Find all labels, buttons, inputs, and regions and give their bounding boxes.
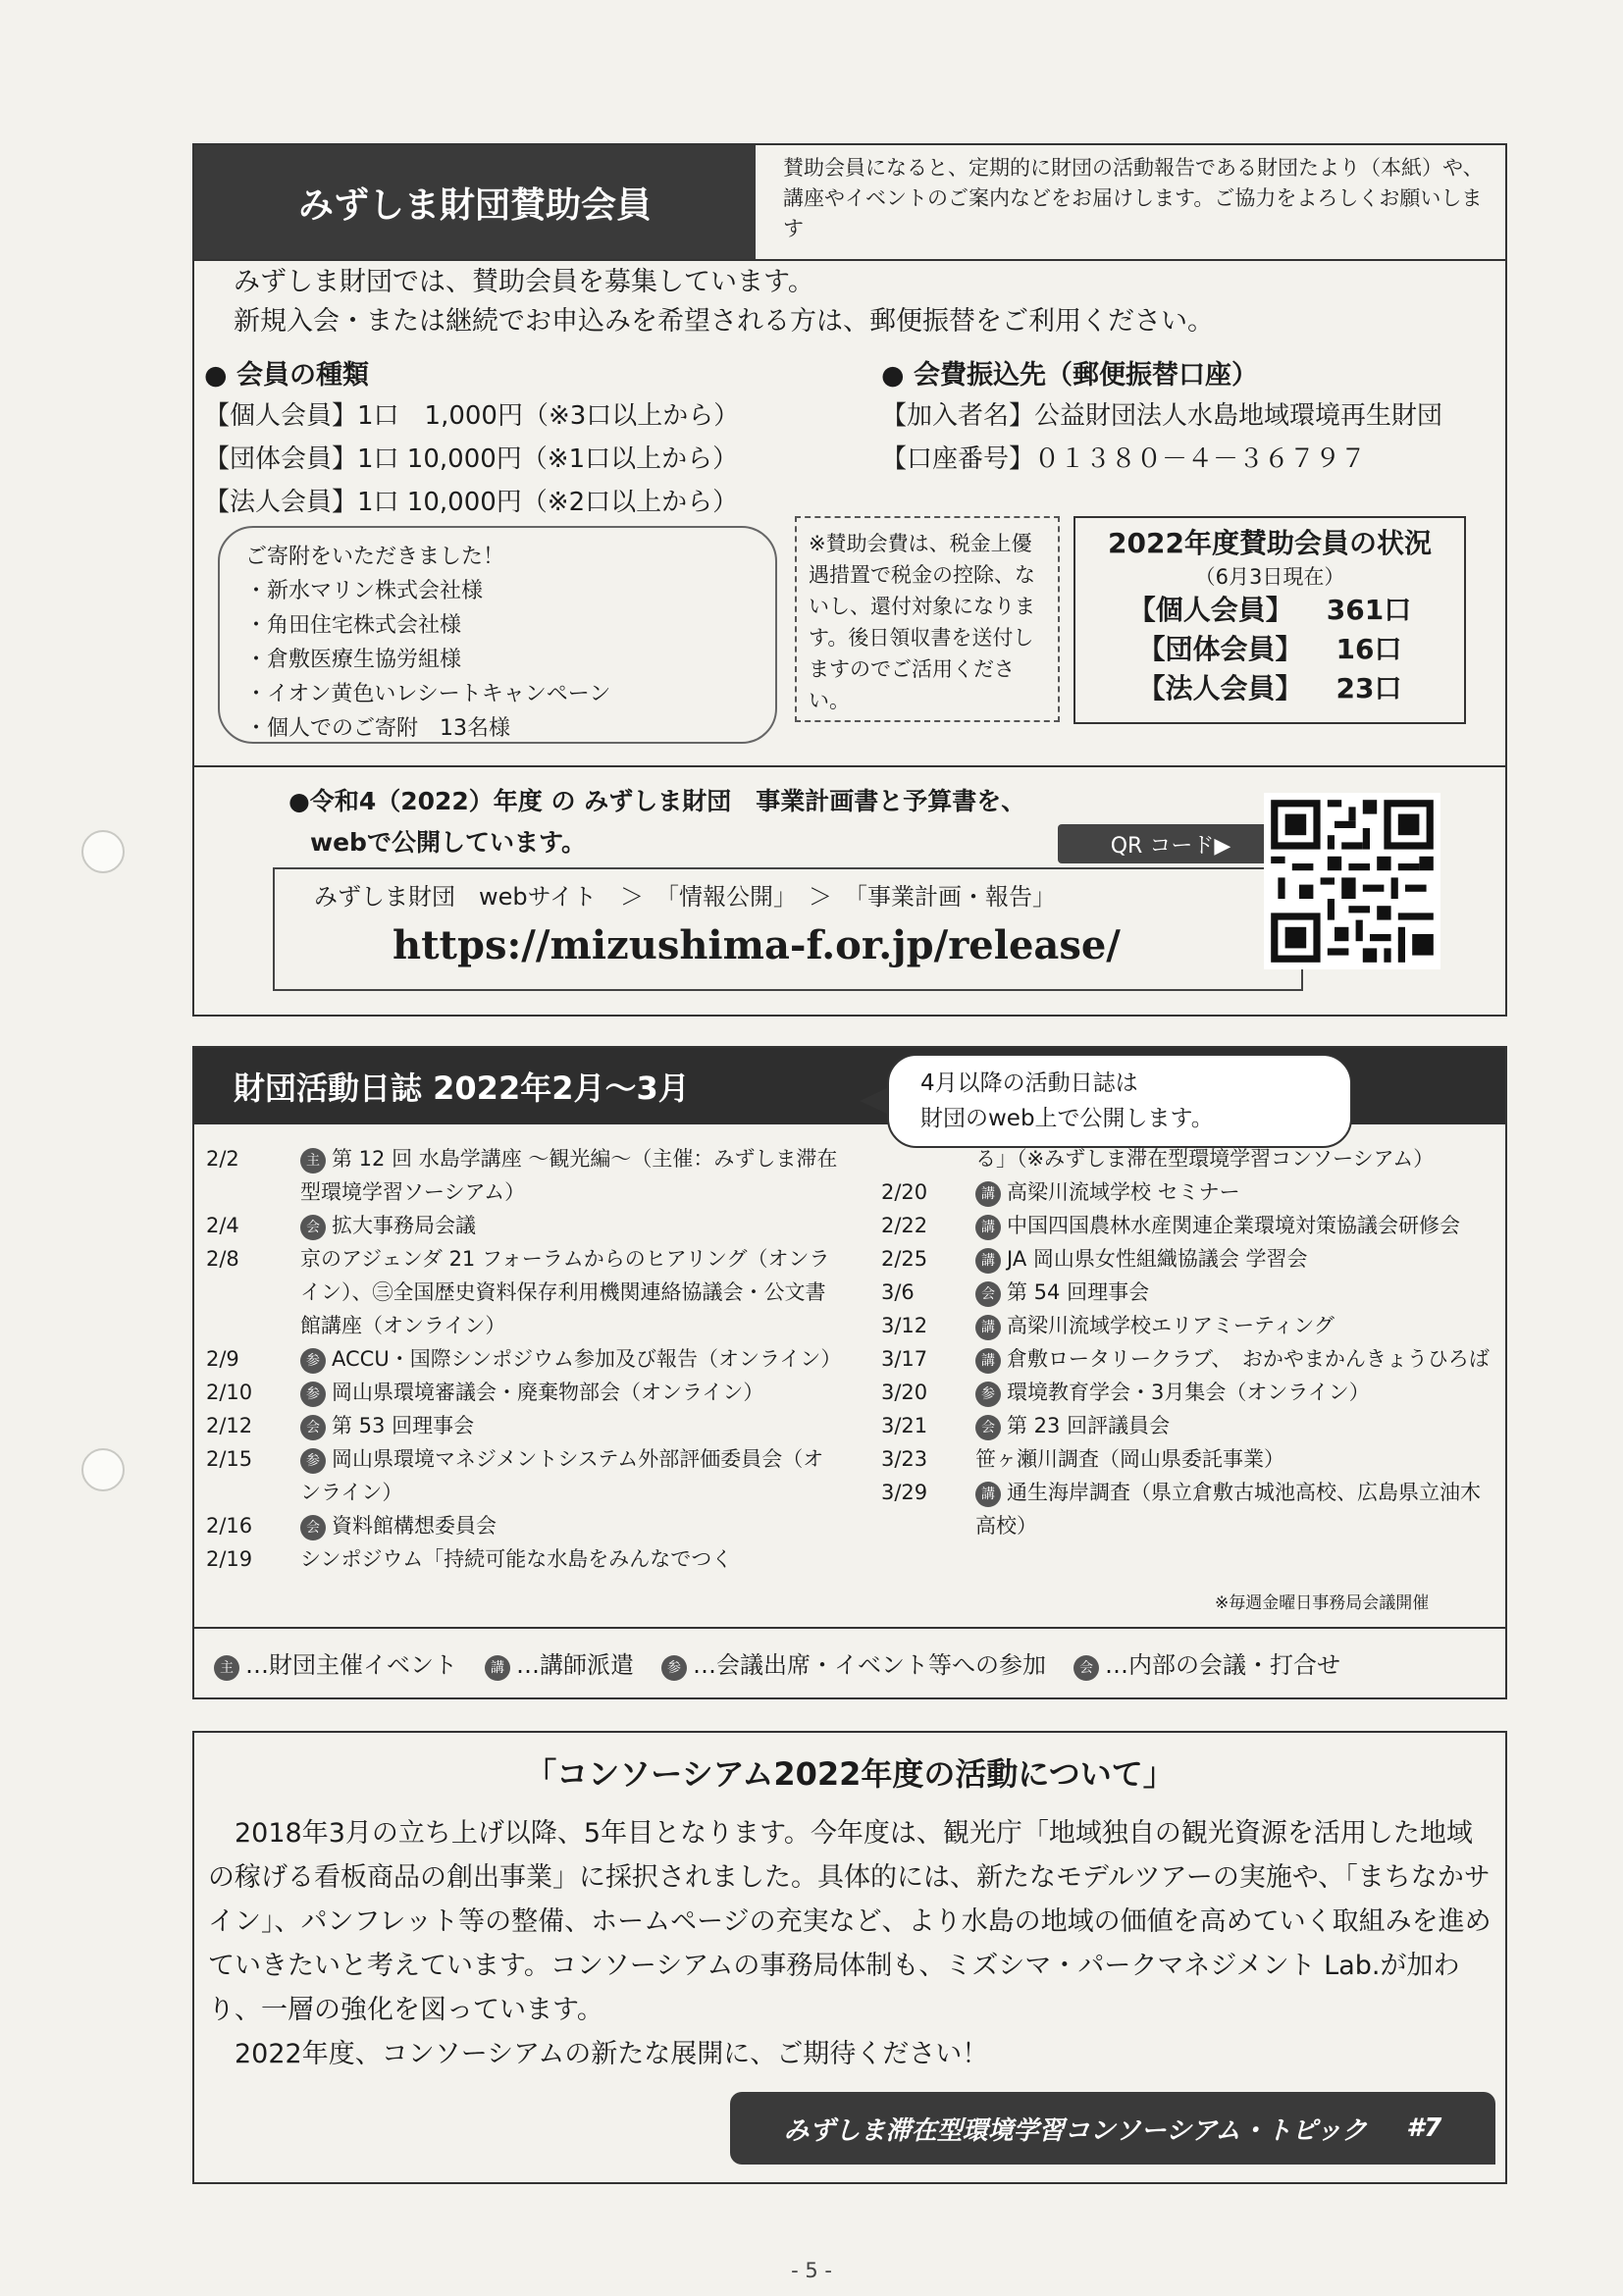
activity-mark-icon: 会: [975, 1281, 1001, 1307]
diary-date: 2/25: [881, 1247, 928, 1271]
activity-mark-icon: 講: [975, 1215, 1001, 1240]
diary-text-content: 第 12 回 水島学講座 ～観光編～（主催：みずしま滞在型環境学習ソーシアム）: [300, 1147, 838, 1204]
legend-mark-icon: 主: [214, 1655, 239, 1681]
consortium-section: [192, 1731, 1507, 2184]
activity-mark-icon: 参: [300, 1382, 326, 1407]
diary-date: 2/9: [206, 1347, 239, 1371]
diary-date: 3/6: [881, 1280, 915, 1304]
diary-entry: [881, 1376, 1499, 1409]
consortium-paragraph: 2018年3月の立ち上げ以降、5年目となります。今年度は、観光庁「地域独自の観光資源を活用した地域の稼げる看板商品の創出事業」に採択されました。具体的には、新たなモデルツアーの実施や、「まちなかサイン」、パンフレット等の整備、ホームページの充実など、より水島の地域の価値を高めていく取組みを進めていきたいと考えています。コンソーシアムの事務局体制も、ミズシマ・パークマネジメント Lab.が加わり、一層の強化を図っています。: [208, 1818, 1492, 2025]
member-type-line: 【団体会員】1口 10,000円（※1口以上から）: [204, 444, 739, 474]
diary-text-content: 第 53 回理事会: [332, 1414, 475, 1437]
diary-entry: [206, 1342, 844, 1376]
legend-item: [1073, 1645, 1340, 1681]
diary-text: [300, 1142, 844, 1209]
diary-entry: [881, 1476, 1499, 1542]
member-type-line: 【個人会員】1口 1,000円（※3口以上から）: [204, 401, 740, 431]
diary-text-content: 拡大事務局会議: [332, 1214, 476, 1237]
diary-text-content: JA 岡山県女性組織協議会 学習会: [1007, 1247, 1308, 1271]
qr-code-label: QR コード▶: [1058, 824, 1283, 863]
page-number: - 5 -: [791, 2259, 832, 2282]
diary-date: 2/22: [881, 1214, 928, 1237]
diary-text: [300, 1409, 844, 1442]
donations-box: [218, 526, 777, 744]
diary-text: [975, 1175, 1499, 1209]
diary-entry: [206, 1442, 844, 1509]
diary-left-column: [206, 1142, 844, 1576]
diary-date: 2/19: [206, 1547, 253, 1571]
legend-mark-icon: 参: [661, 1655, 687, 1681]
diary-date: 2/20: [881, 1180, 928, 1204]
supporters-header: みずしま財団賛助会員: [194, 145, 756, 259]
activity-mark-icon: 会: [975, 1415, 1001, 1440]
diary-date: 2/16: [206, 1514, 253, 1538]
diary-entry: [881, 1442, 1499, 1476]
diary-text-content: 京のアジェンダ 21 フォーラムからのヒアリング（オンライン）、㊂全国歴史資料保存利用機関連絡協議会・公文書館講座（オンライン）: [300, 1247, 830, 1337]
diary-text-content: 中国四国農林水産関連企業環境対策協議会研修会: [1007, 1214, 1460, 1237]
activity-mark-icon: 講: [975, 1482, 1001, 1507]
diary-entry: [206, 1376, 844, 1409]
mark-legend: [214, 1633, 1340, 1694]
diary-text-content: 第 54 回理事会: [1007, 1280, 1150, 1304]
status-count: 361口: [1326, 594, 1412, 626]
intro-line: 新規入会・または継続でお申込みを希望される方は、郵便振替をご利用ください。: [234, 306, 1214, 337]
donor-item: ・倉敷医療生協労組様: [245, 648, 462, 672]
diary-entry: [206, 1509, 844, 1542]
diary-text: [975, 1209, 1499, 1242]
divider: [194, 259, 1505, 261]
diary-date: 2/15: [206, 1447, 253, 1471]
donor-item: ・個人でのご寄附 13名様: [245, 716, 510, 741]
diary-text: [300, 1542, 844, 1576]
release-url-link[interactable]: https://mizushima-f.or.jp/release/: [393, 922, 1121, 968]
activity-mark-icon: 講: [975, 1315, 1001, 1340]
diary-date: 2/8: [206, 1247, 239, 1271]
diary-text: [975, 1376, 1499, 1409]
diary-date: 3/20: [881, 1381, 928, 1404]
legend-text: …会議出席・イベント等への参加: [693, 1651, 1046, 1679]
status-date: （6月3日現在）: [1194, 565, 1345, 589]
diary-entry: [881, 1309, 1499, 1342]
transfer-line: 【口座番号】０１３８０－４－３６７９７: [881, 444, 1367, 474]
legend-item: [485, 1645, 634, 1681]
speech-bubble: [887, 1054, 1352, 1148]
diary-entry: [881, 1175, 1499, 1209]
legend-item: [214, 1645, 457, 1681]
diary-entry: [881, 1242, 1499, 1276]
status-title: 2022年度賛助会員の状況: [1108, 527, 1432, 559]
activity-mark-icon: 参: [300, 1448, 326, 1474]
transfer-line: 【加入者名】公益財団法人水島地域環境再生財団: [881, 401, 1443, 431]
diary-entry: [881, 1276, 1499, 1309]
topic-badge-number: #7: [1406, 2113, 1442, 2143]
divider: [194, 765, 1505, 767]
diary-date: 2/2: [206, 1147, 239, 1171]
diary-date: 3/29: [881, 1481, 928, 1504]
diary-entry: [881, 1209, 1499, 1242]
diary-text: [300, 1442, 844, 1509]
activity-mark-icon: 主: [300, 1148, 326, 1174]
status-count: 16口: [1335, 633, 1402, 665]
diary-date: 3/17: [881, 1347, 928, 1371]
status-row: [1085, 669, 1454, 708]
diary-text: [300, 1342, 844, 1376]
diary-text-content: 倉敷ロータリークラブ、 おかやまかんきょうひろば: [1007, 1347, 1490, 1371]
diary-date: [881, 1142, 975, 1175]
status-label: 【法人会員】: [1137, 672, 1303, 704]
activity-mark-icon: 講: [975, 1248, 1001, 1274]
status-label: 【個人会員】: [1127, 594, 1293, 626]
diary-text: [975, 1409, 1499, 1442]
diary-entry: [881, 1142, 1499, 1175]
diary-text: [300, 1242, 844, 1342]
weekly-meeting-note: ※毎週金曜日事務局会議開催: [1215, 1593, 1430, 1613]
diary-text: [975, 1442, 1499, 1476]
bubble-line: 4月以降の活動日誌は: [920, 1070, 1138, 1096]
diary-text-content: ACCU・国際シンポジウム参加及び報告（オンライン）: [332, 1347, 842, 1371]
diary-entry: [881, 1342, 1499, 1376]
consortium-body: [208, 1811, 1493, 2076]
diary-date: 2/4: [206, 1214, 239, 1237]
diary-right-column: [881, 1142, 1499, 1542]
legend-mark-icon: 講: [485, 1655, 510, 1681]
member-types-title: ● 会員の種類: [204, 360, 369, 391]
consortium-title: 「コンソーシアム2022年度の活動について」: [525, 1755, 1175, 1793]
divider: [194, 1627, 1505, 1629]
diary-text-content: る」（※みずしま滞在型環境学習コンソーシアム）: [975, 1147, 1435, 1171]
diary-text: [975, 1476, 1499, 1542]
diary-text-content: 環境教育学会・3月集会（オンライン）: [1007, 1381, 1370, 1404]
diary-entry: [881, 1409, 1499, 1442]
transfer-title: ● 会費振込先（郵便振替口座）: [881, 360, 1258, 391]
speech-bubble-tail: [860, 1087, 889, 1115]
topic-badge-text: みずしま滞在型環境学習コンソーシアム・トピック: [783, 2115, 1368, 2146]
legend-text: …講師派遣: [516, 1651, 634, 1679]
diary-text: [975, 1342, 1499, 1376]
member-types: [204, 357, 739, 524]
status-label: 【団体会員】: [1137, 633, 1303, 665]
supporters-note: 賛助会員になると、定期的に財団の活動報告である財団たより（本紙）や、講座やイベントのご案内などをお届けします。ご協力をよろしくお願いします: [783, 156, 1484, 240]
diary-text-content: シンポジウム「持続可能な水島をみんなでつく: [300, 1547, 733, 1571]
qr-code[interactable]: [1264, 793, 1440, 969]
qr-code-icon: [1264, 793, 1440, 969]
member-status-box: [1073, 516, 1466, 724]
diary-date: 3/12: [881, 1314, 928, 1337]
diary-text-content: 岡山県環境マネジメントシステム外部評価委員会（オンライン）: [300, 1447, 824, 1504]
activity-mark-icon: 参: [975, 1382, 1001, 1407]
activity-mark-icon: 会: [300, 1415, 326, 1440]
diary-text-content: 笹ヶ瀬川調査（岡山県委託事業）: [975, 1447, 1284, 1471]
diary-entry: [206, 1542, 844, 1576]
diary-text: [975, 1142, 1499, 1175]
diary-entry: [206, 1409, 844, 1442]
legend-text: …内部の会議・打合せ: [1105, 1651, 1340, 1679]
supporters-section: [192, 143, 1507, 1017]
activity-mark-icon: 講: [975, 1181, 1001, 1207]
diary-date: 3/21: [881, 1414, 928, 1437]
tax-note-box: ※賛助会費は、税金上優遇措置で税金の控除、ないし、還付対象になります。後日領収書を送付しますのでご活用ください。: [795, 516, 1060, 722]
diary-entry: [206, 1242, 844, 1342]
diary-text-content: 通生海岸調査（県立倉敷古城池高校、広島県立油木高校）: [975, 1481, 1481, 1538]
punch-hole-bottom: [81, 1448, 125, 1491]
diary-text: [300, 1209, 844, 1242]
consortium-paragraph: 2022年度、コンソーシアムの新たな展開に、ご期待ください！: [208, 2039, 989, 2069]
business-plan-notice: [288, 781, 1025, 863]
diary-text: [975, 1309, 1499, 1342]
diary-date: 3/23: [881, 1447, 928, 1471]
legend-text: …財団主催イベント: [245, 1651, 457, 1679]
diary-date: 2/12: [206, 1414, 253, 1437]
diary-text-content: 岡山県環境審議会・廃棄物部会（オンライン）: [332, 1381, 764, 1404]
diary-date: 2/10: [206, 1381, 253, 1404]
donor-item: ・新水マリン株式会社様: [245, 579, 484, 603]
legend-item: [661, 1645, 1046, 1681]
plan-line: webで公開しています。: [310, 828, 586, 857]
donations-title: ご寄附をいただきました！: [245, 545, 505, 569]
diary-text: [300, 1509, 844, 1542]
activity-mark-icon: 会: [300, 1515, 326, 1540]
donor-item: ・イオン黄色いレシートキャンペーン: [245, 682, 611, 706]
status-count: 23口: [1335, 672, 1402, 704]
topic-badge: [730, 2092, 1495, 2165]
transfer-info: [881, 357, 1442, 481]
diary-text-content: 高梁川流域学校 セミナー: [1007, 1180, 1240, 1204]
donor-item: ・角田住宅株式会社様: [245, 613, 462, 638]
web-path: みずしま財団 webサイト ＞ 「情報公開」 ＞ 「事業計画・報告」: [314, 883, 1056, 911]
intro-line: みずしま財団では、賛助会員を募集しています。: [234, 267, 814, 297]
plan-line: ●令和4（2022）年度 の みずしま財団 事業計画書と予算書を、: [288, 787, 1026, 815]
diary-text-content: 第 23 回評議員会: [1007, 1414, 1171, 1437]
activity-mark-icon: 講: [975, 1348, 1001, 1374]
diary-title: 財団活動日誌 2022年2月～3月: [234, 1070, 690, 1107]
diary-text: [975, 1276, 1499, 1309]
diary-entry: [206, 1209, 844, 1242]
status-row: [1085, 630, 1454, 669]
activity-diary-section: [192, 1046, 1507, 1699]
diary-text: [975, 1242, 1499, 1276]
legend-mark-icon: 会: [1073, 1655, 1099, 1681]
activity-mark-icon: 参: [300, 1348, 326, 1374]
activity-mark-icon: 会: [300, 1215, 326, 1240]
member-type-line: 【法人会員】1口 10,000円（※2口以上から）: [204, 488, 739, 517]
diary-text: [300, 1376, 844, 1409]
diary-text-content: 高梁川流域学校エリアミーティング: [1007, 1314, 1335, 1337]
punch-hole-top: [81, 830, 125, 873]
bubble-line: 財団のweb上で公開します。: [920, 1106, 1214, 1131]
url-box: [273, 867, 1303, 991]
status-row: [1085, 591, 1454, 630]
diary-entry: [206, 1142, 844, 1209]
diary-text-content: 資料館構想委員会: [332, 1514, 497, 1538]
supporters-intro: [234, 263, 1214, 341]
